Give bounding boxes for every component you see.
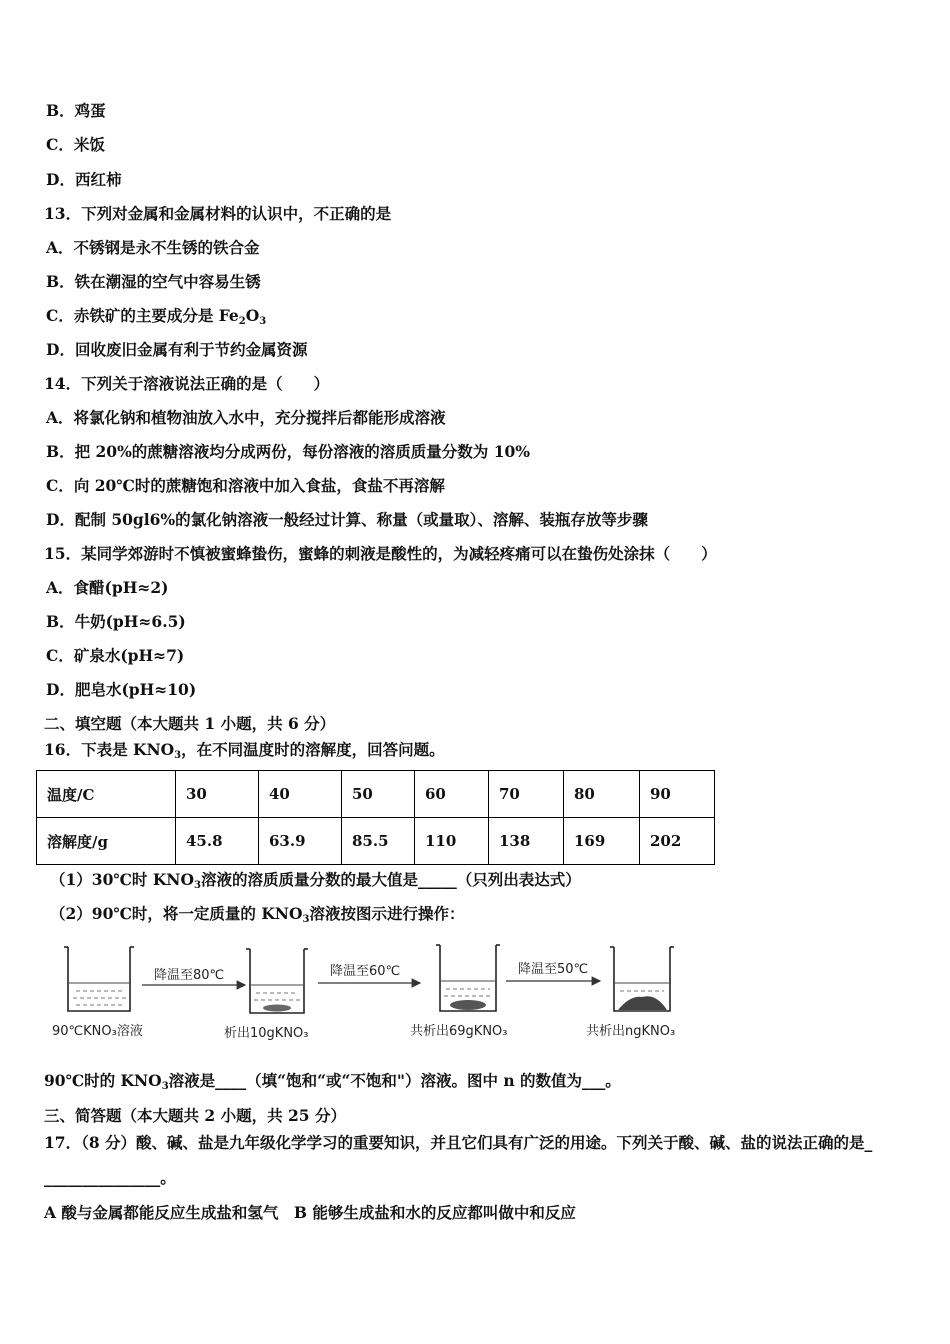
table-cell: 85.5: [342, 818, 415, 865]
cooling-process-diagram: [40, 935, 700, 1047]
section-3-heading: 三、简答题（本大题共 2 小题，共 25 分）: [44, 1106, 346, 1125]
table-row: [37, 771, 715, 818]
table-cell: 45.8: [176, 818, 259, 865]
q12-option-d: D．西红柿: [46, 170, 122, 189]
q13-option-a: A．不锈钢是永不生锈的铁合金: [46, 238, 260, 257]
arrow-3-label: 降温至50℃: [518, 962, 589, 977]
q16-part-3: 90℃时的 $KNO_3$溶液是____（填“饱和“或“不饱和"）溶液。图中 n 的数值为___。: [44, 1071, 621, 1092]
beaker-3-label: 共析出69gKNO₃: [410, 1024, 508, 1039]
q13-option-c: C．赤铁矿的主要成分是 $Fe_2O_3$: [46, 306, 267, 327]
q14-option-b: B．把 20%的蔗糖溶液均分成两份，每份溶液的溶质质量分数为 10%: [46, 442, 530, 461]
q15-option-a: A．食醋(pH≈2): [46, 578, 169, 597]
section-2-heading: 二、填空题（本大题共 1 小题，共 6 分）: [44, 714, 336, 733]
table-cell: 110: [415, 818, 489, 865]
beaker-1: [64, 947, 134, 1011]
arrow-2-label: 降温至60℃: [330, 964, 401, 979]
beaker-1-label: 90℃KNO₃溶液: [52, 1024, 143, 1039]
q15-option-d: D．肥皂水(pH≈10): [46, 680, 197, 699]
q15-option-c: C．矿泉水(pH≈7): [46, 646, 185, 665]
table-cell: 90: [640, 771, 715, 818]
table-cell: 202: [640, 818, 715, 865]
table-cell: 溶解度/g: [37, 818, 176, 865]
table-cell: 温度/C: [37, 771, 176, 818]
beaker-3: [436, 945, 500, 1011]
q17-options: A 酸与金属都能反应生成盐和氢气 B 能够生成盐和水的反应都叫做中和反应: [44, 1203, 576, 1222]
table-cell: 138: [489, 818, 564, 865]
table-cell: 80: [564, 771, 640, 818]
q15-stem: 15．某同学郊游时不慎被蜜蜂蛰伤，蜜蜂的刺液是酸性的，为减轻疼痛可以在蛰伤处涂抹（ ）: [44, 544, 717, 563]
q14-option-d: D．配制 50gl6%的氯化钠溶液一般经过计算、称量（或量取）、溶解、装瓶存放等步骤: [46, 510, 648, 529]
solubility-table: [36, 770, 715, 865]
beaker-4: [610, 947, 674, 1011]
table-row: [37, 818, 715, 865]
q17-stem: 17．（8 分）酸、碱、盐是九年级化学学习的重要知识，并且它们具有广泛的用途。下列关于酸、碱、盐的说法正确的是_: [44, 1133, 873, 1152]
q14-stem: 14．下列关于溶液说法正确的是（ ）: [44, 374, 330, 393]
table-cell: 30: [176, 771, 259, 818]
q16-part-1: （1）30℃时 $KNO_3$溶液的溶质质量分数的最大值是_____（只列出表达式）: [50, 870, 581, 891]
q16-stem: 16．下表是 $KNO_3$，在不同温度时的溶解度，回答问题。: [44, 740, 445, 761]
q17-blank: _______________。: [44, 1168, 176, 1187]
beaker-2: [246, 949, 308, 1013]
q16-part-2: （2）90℃时，将一定质量的 $KNO_3$溶液按图示进行操作：: [50, 904, 465, 925]
table-cell: 60: [415, 771, 489, 818]
q14-option-a: A．将氯化钠和植物油放入水中，充分搅拌后都能形成溶液: [46, 408, 446, 427]
table-cell: 40: [259, 771, 342, 818]
q13-option-d: D．回收废旧金属有利于节约金属资源: [46, 340, 308, 359]
beaker-4-label: 共析出ngKNO₃: [586, 1024, 676, 1039]
q12-option-c: C．米饭: [46, 135, 105, 154]
arrow-1-label: 降温至80℃: [154, 968, 225, 983]
q15-option-b: B．牛奶(pH≈6.5): [46, 612, 186, 631]
q14-option-c: C．向 20℃时的蔗糖饱和溶液中加入食盐，食盐不再溶解: [46, 476, 445, 495]
q13-option-b: B．铁在潮湿的空气中容易生锈: [46, 272, 261, 291]
table-cell: 169: [564, 818, 640, 865]
q13-stem: 13．下列对金属和金属材料的认识中，不正确的是: [44, 204, 392, 223]
table-cell: 70: [489, 771, 564, 818]
q12-option-b: B．鸡蛋: [46, 101, 106, 120]
table-cell: 63.9: [259, 818, 342, 865]
table-cell: 50: [342, 771, 415, 818]
beaker-2-label: 析出10gKNO₃: [224, 1026, 309, 1041]
